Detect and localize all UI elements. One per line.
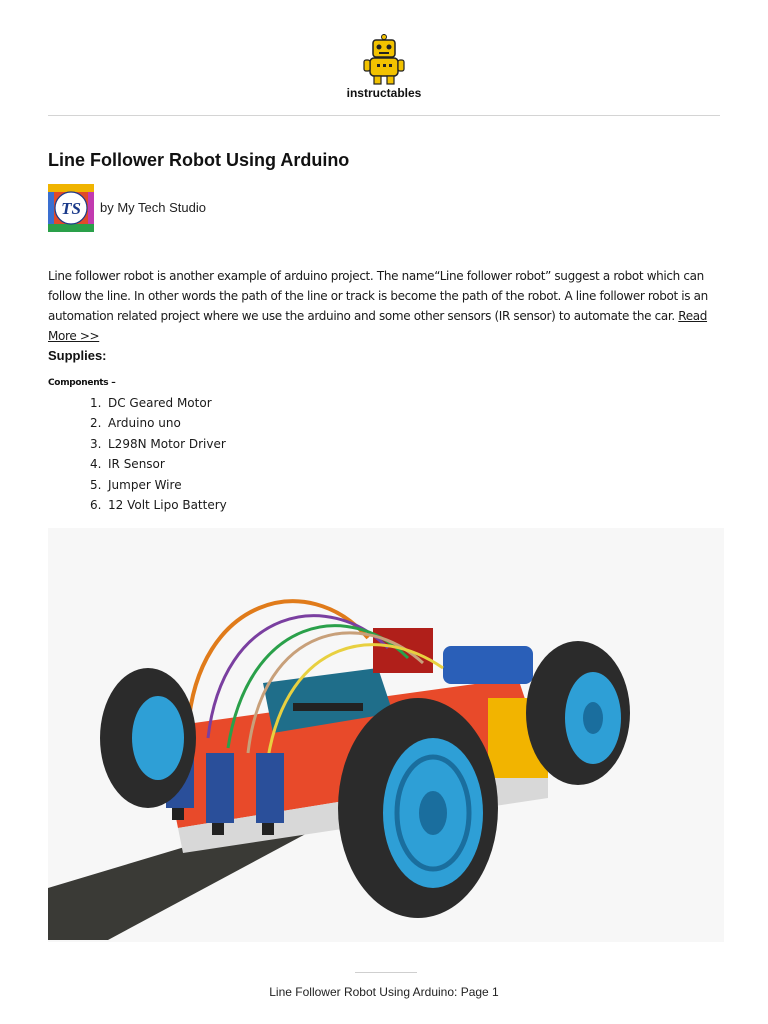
wheel-front <box>338 698 498 918</box>
list-item-text: Jumper Wire <box>108 477 182 492</box>
wheel-rear-left <box>100 668 196 808</box>
list-item-text: L298N Motor Driver <box>108 436 226 451</box>
list-item-number: 6. <box>90 497 102 512</box>
read-more-link[interactable]: Read More >> <box>48 309 708 343</box>
components-list <box>90 393 227 515</box>
list-item <box>90 495 227 515</box>
list-item-number: 5. <box>90 477 102 492</box>
intro-text: Line follower robot is another example of arduino project. The name“Line follower robot” suggest a robot which can follow the line. In other words the path of the line or track is become the path of the robot. A line follower robot is an automation related project where we use the arduino and some other sensors (IR sensor) to automate the car. <box>48 269 708 323</box>
list-item-text: Arduino uno <box>108 416 181 431</box>
brand-name[interactable]: instructables <box>346 86 422 100</box>
avatar-initials: TS <box>61 199 81 218</box>
wheel-rear-right <box>526 641 630 785</box>
list-item <box>90 413 227 433</box>
list-item-text: DC Geared Motor <box>108 396 212 410</box>
author-avatar[interactable] <box>48 184 94 232</box>
components-heading: Components – <box>48 378 116 388</box>
list-item-number: 4. <box>90 457 102 472</box>
intro-paragraph <box>48 266 730 346</box>
instructables-robot-logo-icon[interactable] <box>362 34 406 86</box>
list-item-text: 12 Volt Lipo Battery <box>108 497 227 512</box>
supplies-heading: Supplies: <box>48 348 107 363</box>
page-footer: Line Follower Robot Using Arduino: Page 1 <box>269 985 499 999</box>
list-item <box>90 393 227 413</box>
list-item <box>90 434 227 454</box>
header-divider <box>48 115 720 116</box>
list-item-number: 1. <box>90 396 102 410</box>
ir-sensor <box>256 753 284 835</box>
robot-car-photo[interactable] <box>48 528 724 942</box>
footer-divider <box>355 972 417 973</box>
motor-driver <box>373 628 433 673</box>
author-byline[interactable]: by My Tech Studio <box>100 200 206 215</box>
battery <box>443 646 533 684</box>
list-item-text: IR Sensor <box>108 457 165 472</box>
article-title: Line Follower Robot Using Arduino <box>48 150 350 170</box>
list-item-number: 3. <box>90 436 102 451</box>
list-item <box>90 475 227 495</box>
header <box>0 0 768 116</box>
list-item <box>90 454 227 474</box>
ir-sensor <box>206 753 234 835</box>
list-item-number: 2. <box>90 416 102 431</box>
